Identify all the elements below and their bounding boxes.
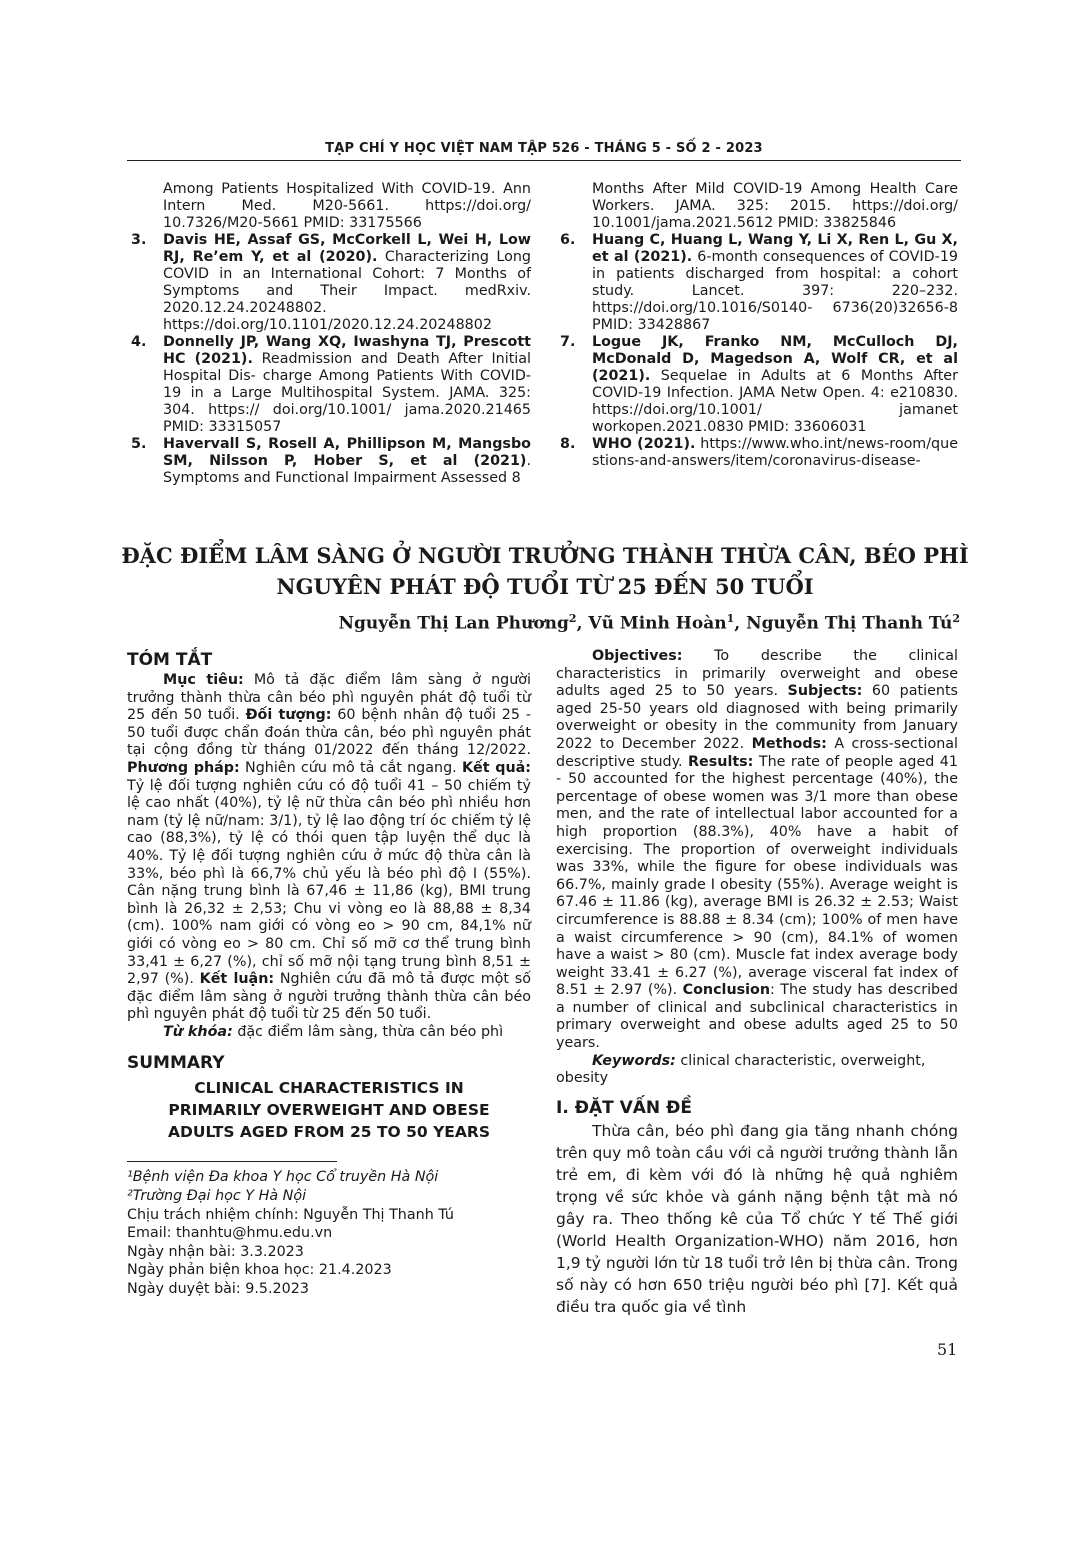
references-left	[127, 181, 531, 487]
affiliation-sup: 2	[568, 612, 577, 625]
ref-text: Months After Mild COVID-19 Among Health Care Workers. JAMA. 325: 2015.	[592, 181, 958, 214]
label: Mục tiêu:	[163, 672, 244, 688]
ref-authors: WHO (2021).	[592, 436, 696, 452]
ref-text: 10.1001/jama.2021.5612 PMID: 33825846	[592, 215, 897, 231]
summary-title	[127, 1077, 531, 1143]
intro-heading: I. ĐẶT VẤN ĐỀ	[556, 1097, 692, 1118]
reference-6	[556, 232, 958, 334]
ref-number: 3.	[131, 232, 147, 248]
affiliation-sup: 1	[726, 612, 735, 625]
reference-5	[127, 436, 531, 487]
ref-number: 4.	[131, 334, 147, 350]
footnote-email: Email: thanhtu@hmu.edu.vn	[127, 1225, 333, 1242]
text: The rate of people aged 41 - 50 accounted for the highest percentage (40%), the percentage of obese women was 3/1 more than obese men, and the rate of intellectual labor accounted for a high proportion (88.3%), 40% have a habit of exercising. The proportion of overweight individuals was 33%, while the figure for obese individuals was 66.7%, mainly grade I obesity (55%). Average weight is 67.46 ± 11.86 (kg), average BMI is 26.32 ± 2.53; Waist circumference is 88.88 ± 8.34 (cm); 100% of men have a waist circumference > 90 (cm), 84.1% of women have a waist > 80 (cm). Muscle fat index average body weight 33.41 ± 6.27 (%), average visceral fat index of 8.51 ± 2.97 (%).	[556, 753, 959, 999]
text: đặc điểm lâm sàng, thừa cân béo phì	[232, 1023, 504, 1040]
author-name: Nguyễn Thị Lan Phương	[338, 613, 569, 634]
ref-text: 10.7326/M20-5661 PMID: 33175566	[163, 215, 422, 231]
label: Phương pháp:	[127, 759, 240, 776]
reference-continuation	[556, 181, 958, 232]
text: To describe the clinical characteristics in primarily overweight and obese adults aged 25 to 50 years.	[556, 648, 958, 700]
ref-number: 5.	[131, 436, 147, 452]
footnote-affiliation: ²Trường Đại học Y Hà Nội	[127, 1188, 307, 1205]
page-number: 51	[937, 1340, 958, 1359]
text: : The study has described a number of clinical and subclinical characteristics in primary overweight and obese adults aged 25 to 50 years.	[556, 982, 958, 1052]
ref-text: Readmission and Death After Initial Hospital Dis- charge Among Patients With COVID-19 in a Large Multihospital System. JAMA. 325: 304. https:// doi.org/10.1001/ jama.2020.21465 PMID: 33315057	[163, 351, 531, 435]
journal-header: TẠP CHÍ Y HỌC VIỆT NAM TẬP 526 - THÁNG 5 - SỐ 2 - 2023	[325, 141, 763, 156]
text: clinical characteristic, overweight, obesity	[556, 1052, 926, 1087]
author-list	[338, 612, 960, 634]
ref-text: https://www.who.int/news-room/questions-and-answers/item/coronavirus-disease-	[592, 436, 958, 469]
ref-number: 7.	[560, 334, 576, 350]
keywords-vi	[127, 1024, 531, 1042]
label: Subjects:	[787, 683, 863, 700]
reference-3	[127, 232, 531, 334]
article-title	[80, 540, 1010, 602]
text: Nghiên cứu mô tả cắt ngang.	[239, 759, 462, 776]
doi-link[interactable]: https://doi.org/	[425, 198, 531, 214]
intro-text: Thừa cân, béo phì đang gia tăng nhanh chóng trên quy mô toàn cầu với cả người trưởng thành lẫn trẻ em, đi kèm với đó là những hệ quả nghiêm trọng về sức khỏe và gánh nặng bệnh tật mà nó gây ra. Theo thống kê của Tổ chức Y tế Thế giới (World Health Organization-WHO) năm 2016, hơn 1,9 tỷ người lớn từ 18 tuổi trở lên bị thừa cân. Trong số này có hơn 650 triệu người béo phì [7]. Kết quả điều tra quốc gia về tình	[556, 1121, 958, 1316]
ref-text: Among Patients Hospitalized With COVID-19. Ann Intern Med. M20-5661.	[163, 181, 531, 214]
ref-number: 8.	[560, 436, 576, 452]
ref-text: 6-month consequences of COVID-19 in patients discharged from hospital: a cohort study. Lancet. 397: 220–232. https://doi.org/10.1016/S0140- 6736(20)32656-8 PMID: 33428867	[592, 249, 959, 333]
label: Đối tượng:	[245, 707, 332, 724]
label: Results:	[688, 753, 754, 770]
right-column	[556, 648, 958, 1318]
footnote-received: Ngày nhận bài: 3.3.2023	[127, 1243, 304, 1260]
label: Kết luận:	[199, 971, 275, 988]
summary-title-line: PRIMARILY OVERWEIGHT AND OBESE	[168, 1101, 490, 1120]
ref-authors: Donnelly JP, Wang XQ, Iwashyna TJ, Prescott HC (2021).	[163, 334, 531, 367]
ref-authors: Havervall S, Rosell A, Phillipson M, Mangsbo SM, Nilsson P, Hober S, et al (2021)	[163, 436, 531, 469]
reference-7	[556, 334, 958, 436]
reference-continuation	[127, 181, 531, 232]
text: A cross-sectional descriptive study.	[556, 735, 958, 770]
text: Tỷ lệ đối tượng nghiên cứu có độ tuổi 41 – 50 chiếm tỷ lệ cao nhất (40%), tỷ lệ nữ thừa cân béo phì nhiều hơn nam (tỷ lệ nữ/nam: 3/1), tỷ lệ lao động trí óc chiếm tỷ lệ cao (88,3%), tỷ lệ có thói quen tập luyện thể dục là 40%. Tỷ lệ đối tượng nghiên cứu ở mức độ thừa cân là 33%, béo phì là 66,7% chủ yếu là béo phì độ I (55%). Cân nặng trung bình là 67,46 ± 11,86 (kg), BMI trung bình là 26,32 ± 2,53; Chu vi vòng eo là 88,88 ± 8,34 (cm). 100% nam giới có vòng eo > 90 cm, 84,1% nữ giới có vòng eo > 80 cm. Chỉ số mỡ cơ thể trung bình 33,41 ± 6,27 (%), chỉ số mỡ nội tạng trung bình 8,51 ± 2,97 (%).	[127, 777, 531, 988]
author-name: , Vũ Minh Hoàn	[576, 613, 727, 634]
ref-text: Characterizing Long COVID in an International Cohort: 7 Months of Symptoms and Their Impact. medRxiv. 2020.12.24.20248802. https://doi.org/10.1101/2020.12.24.20248802	[163, 249, 531, 333]
label: Conclusion	[682, 982, 771, 999]
footnote-affiliation: ¹Bệnh viện Đa khoa Y học Cổ truyền Hà Nội	[127, 1169, 439, 1186]
ref-authors: Logue JK, Franko NM, McCulloch DJ, McDonald D, Magedson A, Wolf CR, et al (2021).	[592, 334, 958, 384]
footnote-reviewed: Ngày phản biện khoa học: 21.4.2023	[127, 1262, 392, 1279]
footnotes	[127, 1168, 531, 1298]
doi-link[interactable]: https://doi.org/	[852, 198, 958, 214]
summary-heading: SUMMARY	[127, 1053, 225, 1074]
references-right	[556, 181, 958, 470]
ref-text: . Symptoms and Functional Impairment Assessed 8	[163, 453, 531, 486]
author-name: , Nguyễn Thị Thanh Tú	[734, 613, 953, 634]
label: Objectives:	[592, 648, 683, 664]
footnote-accepted: Ngày duyệt bài: 9.5.2023	[127, 1281, 309, 1298]
footnote-corresponding: Chịu trách nhiệm chính: Nguyễn Thị Thanh Tú	[127, 1206, 454, 1223]
footnote-rule	[127, 1161, 337, 1162]
abstract-en-text	[556, 648, 958, 1053]
ref-authors: Davis HE, Assaf GS, McCorkell L, Wei H, Low RJ, Re’em Y, et al (2020).	[163, 232, 531, 265]
header-rule	[127, 160, 961, 161]
title-line: NGUYÊN PHÁT ĐỘ TUỔI TỪ 25 ĐẾN 50 TUỔI	[276, 574, 814, 599]
affiliation-sup: 2	[952, 612, 960, 625]
ref-text: Sequelae in Adults at 6 Months After COVID-19 Infection. JAMA Netw Open. 4: e210830. https://doi.org/10.1001/ jamanet workopen.2021.0830 PMID: 33606031	[592, 368, 958, 435]
reference-4	[127, 334, 531, 436]
text: Mô tả đặc điểm lâm sàng ở người trưởng thành thừa cân béo phì nguyên phát độ tuổi từ 25 đến 50 tuổi.	[127, 672, 531, 724]
text: 60 bệnh nhân độ tuổi 25 - 50 tuổi được chẩn đoán thừa cân, béo phì nguyên phát tại cộng đồng từ tháng 01/2022 đến tháng 12/2022.	[127, 707, 531, 759]
reference-8	[556, 436, 958, 470]
left-column	[127, 650, 531, 1299]
text: Nghiên cứu đã mô tả được một số đặc điểm lâm sàng ở người trưởng thành thừa cân béo phì nguyên phát độ tuổi từ 25 đến 50 tuổi.	[127, 971, 531, 1023]
summary-title-line: ADULTS AGED FROM 25 TO 50 YEARS	[168, 1123, 490, 1142]
label: Keywords:	[592, 1052, 676, 1069]
text: 60 patients aged 25-50 years old diagnosed with being primarily overweight or obesity in the community from January 2022 to December 2022.	[556, 683, 959, 752]
summary-title-line: CLINICAL CHARACTERISTICS IN	[194, 1079, 464, 1098]
title-line: ĐẶC ĐIỂM LÂM SÀNG Ở NGƯỜI TRƯỞNG THÀNH THỪA CÂN, BÉO PHÌ	[121, 543, 969, 568]
keywords-en	[556, 1053, 958, 1088]
label: Kết quả:	[461, 759, 531, 776]
ref-number: 6.	[560, 232, 576, 248]
abstract-vi-text	[127, 672, 531, 1024]
ref-authors: Huang C, Huang L, Wang Y, Li X, Ren L, Gu X, et al (2021).	[592, 232, 958, 265]
label: Từ khóa:	[163, 1023, 233, 1040]
abstract-vi-heading: TÓM TẮT	[127, 650, 213, 670]
label: Methods:	[751, 735, 827, 752]
